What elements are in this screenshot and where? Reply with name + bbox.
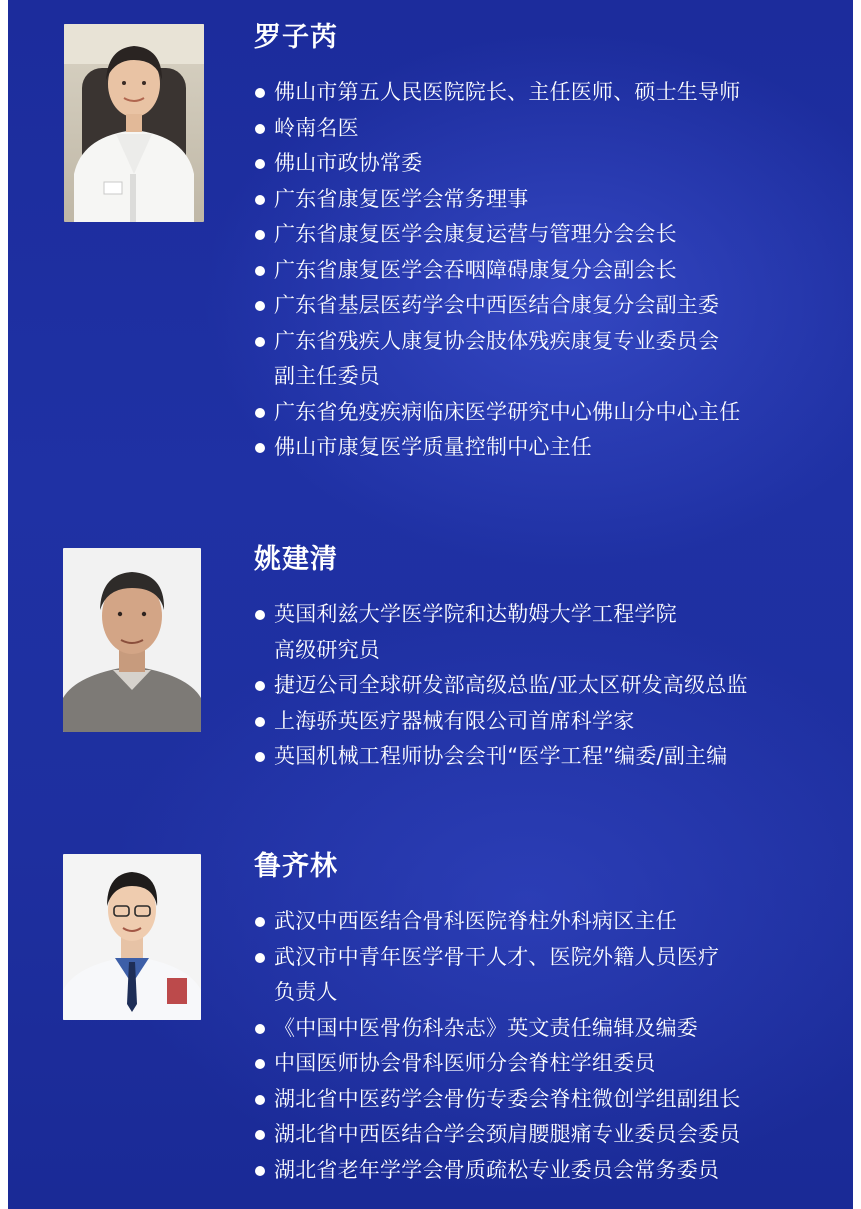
credential-item: 佛山市第五人民医院院长、主任医师、硕士生导师 bbox=[254, 75, 834, 111]
credential-item: 佛山市政协常委 bbox=[254, 146, 834, 182]
bullet-icon bbox=[255, 1166, 265, 1176]
credential-item: 武汉中西医结合骨科医院脊柱外科病区主任 bbox=[254, 904, 834, 940]
bullet-icon bbox=[255, 752, 265, 762]
credential-item: 广东省康复医学会康复运营与管理分会会长 bbox=[254, 217, 834, 253]
portrait-image bbox=[63, 548, 201, 732]
speaker-2-name: 姚建清 bbox=[254, 544, 338, 575]
bullet-icon bbox=[255, 1059, 265, 1069]
bullet-icon bbox=[255, 1130, 265, 1140]
page-margin-right bbox=[853, 0, 861, 1209]
credential-item: 湖北省中医药学会骨伤专委会脊柱微创学组副组长 bbox=[254, 1082, 834, 1118]
bullet-icon bbox=[255, 266, 265, 276]
bullet-icon bbox=[255, 953, 265, 963]
bullet-icon bbox=[255, 443, 265, 453]
bullet-icon bbox=[255, 917, 265, 927]
bullet-icon bbox=[255, 610, 265, 620]
bullet-icon bbox=[255, 337, 265, 347]
credential-item: 广东省基层医药学会中西医结合康复分会副主委 bbox=[254, 288, 834, 324]
speaker-1-photo bbox=[64, 24, 204, 222]
credential-item: 武汉市中青年医学骨干人才、医院外籍人员医疗 负责人 bbox=[254, 940, 834, 1011]
speaker-2-credentials bbox=[254, 597, 834, 775]
bullet-icon bbox=[255, 159, 265, 169]
credential-item: 佛山市康复医学质量控制中心主任 bbox=[254, 430, 834, 466]
bullet-icon bbox=[255, 195, 265, 205]
speaker-panel bbox=[8, 0, 853, 1209]
speaker-3-credentials bbox=[254, 904, 834, 1188]
bullet-icon bbox=[255, 230, 265, 240]
credential-item: 中国医师协会骨科医师分会脊柱学组委员 bbox=[254, 1046, 834, 1082]
page-margin-left bbox=[0, 0, 8, 1209]
credential-item: 广东省残疾人康复协会肢体残疾康复专业委员会 副主任委员 bbox=[254, 324, 834, 395]
bullet-icon bbox=[255, 681, 265, 691]
credential-item: 英国利兹大学医学院和达勒姆大学工程学院 高级研究员 bbox=[254, 597, 834, 668]
credential-item: 英国机械工程师协会会刊“医学工程”编委/副主编 bbox=[254, 739, 834, 775]
bullet-icon bbox=[255, 408, 265, 418]
credential-item: 《中国中医骨伤科杂志》英文责任编辑及编委 bbox=[254, 1011, 834, 1047]
portrait-image bbox=[64, 24, 204, 222]
credential-item: 湖北省中西医结合学会颈肩腰腿痛专业委员会委员 bbox=[254, 1117, 834, 1153]
credential-item: 湖北省老年学学会骨质疏松专业委员会常务委员 bbox=[254, 1153, 834, 1189]
speaker-1-credentials bbox=[254, 75, 834, 466]
credential-item: 岭南名医 bbox=[254, 111, 834, 147]
speaker-1-name: 罗子芮 bbox=[254, 22, 338, 53]
credential-item: 广东省康复医学会吞咽障碍康复分会副会长 bbox=[254, 253, 834, 289]
speaker-2-photo bbox=[63, 548, 201, 732]
bullet-icon bbox=[255, 1024, 265, 1034]
credential-item: 广东省免疫疾病临床医学研究中心佛山分中心主任 bbox=[254, 395, 834, 431]
bullet-icon bbox=[255, 1095, 265, 1105]
portrait-image bbox=[63, 854, 201, 1020]
credential-item: 上海骄英医疗器械有限公司首席科学家 bbox=[254, 704, 834, 740]
bullet-icon bbox=[255, 301, 265, 311]
credential-item: 捷迈公司全球研发部高级总监/亚太区研发高级总监 bbox=[254, 668, 834, 704]
speaker-3-photo bbox=[63, 854, 201, 1020]
credential-item: 广东省康复医学会常务理事 bbox=[254, 182, 834, 218]
bullet-icon bbox=[255, 88, 265, 98]
bullet-icon bbox=[255, 124, 265, 134]
speaker-3-name: 鲁齐林 bbox=[254, 851, 338, 882]
bullet-icon bbox=[255, 717, 265, 727]
